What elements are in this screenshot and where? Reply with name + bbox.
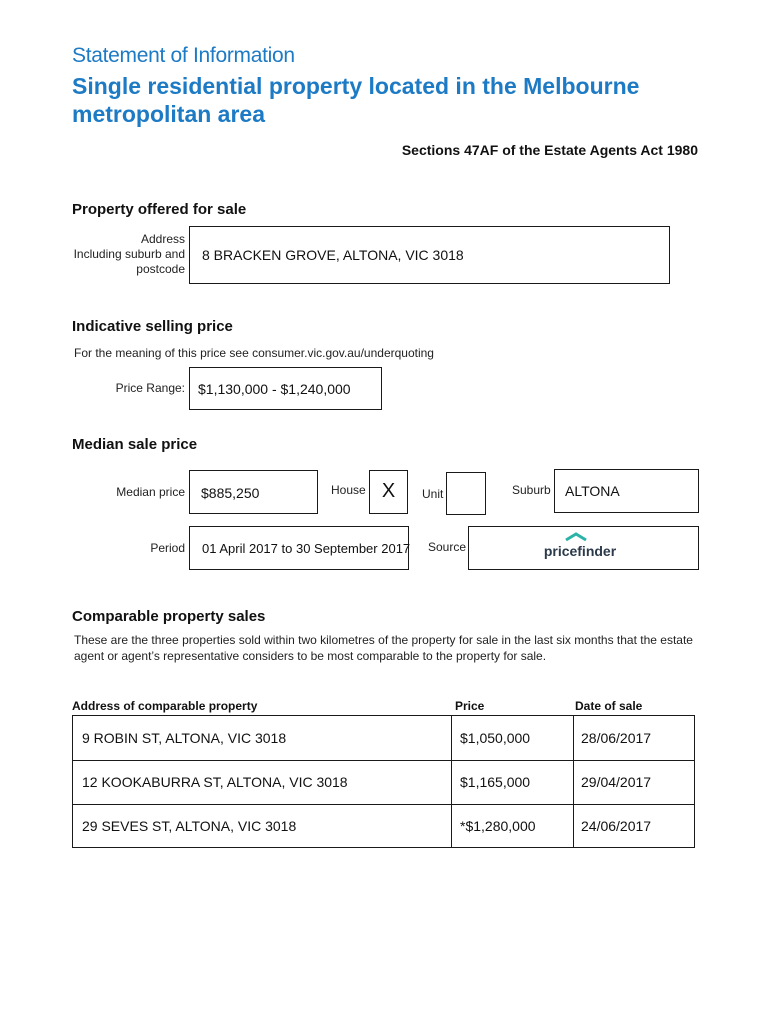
document-label: Statement of Information bbox=[72, 44, 295, 67]
comparables-table bbox=[72, 715, 695, 848]
column-header-address: Address of comparable property bbox=[72, 699, 258, 713]
address-label-line1: Address bbox=[140, 232, 185, 246]
address-label-line3: postcode bbox=[136, 262, 185, 276]
suburb-value: ALTONA bbox=[565, 483, 620, 499]
comparables-heading: Comparable property sales bbox=[72, 608, 266, 625]
row-price: *$1,280,000 bbox=[460, 818, 536, 834]
price-range-value: $1,130,000 - $1,240,000 bbox=[198, 381, 351, 397]
median-heading: Median sale price bbox=[72, 436, 198, 453]
source-label: Source bbox=[428, 540, 467, 554]
row-price: $1,050,000 bbox=[460, 730, 531, 746]
row-address: 9 ROBIN ST, ALTONA, VIC 3018 bbox=[82, 730, 287, 746]
house-check-mark: X bbox=[381, 480, 396, 502]
address-label-line2: Including suburb and bbox=[73, 247, 185, 261]
period-field[interactable] bbox=[189, 526, 409, 570]
row-date: 29/04/2017 bbox=[581, 774, 652, 790]
table-row bbox=[73, 760, 694, 804]
row-date: 24/06/2017 bbox=[581, 818, 652, 834]
suburb-field[interactable] bbox=[554, 469, 699, 513]
row-date: 28/06/2017 bbox=[581, 730, 652, 746]
table-row bbox=[73, 716, 694, 760]
underquoting-note: For the meaning of this price see consumer.vic.gov.au/underquoting bbox=[74, 346, 434, 360]
indicative-heading: Indicative selling price bbox=[72, 318, 233, 335]
address-label bbox=[60, 232, 185, 277]
document-title: Single residential property located in the Melbourne metropolitan area bbox=[72, 73, 640, 127]
unit-label: Unit bbox=[422, 487, 444, 501]
pricefinder-logo-text: pricefinder bbox=[543, 543, 617, 559]
house-checkbox[interactable] bbox=[369, 470, 408, 514]
house-label: House bbox=[331, 483, 366, 497]
median-price-field[interactable] bbox=[189, 470, 318, 514]
suburb-label: Suburb bbox=[512, 483, 551, 497]
column-header-price: Price bbox=[455, 699, 485, 713]
row-address: 29 SEVES ST, ALTONA, VIC 3018 bbox=[82, 818, 297, 834]
act-reference: Sections 47AF of the Estate Agents Act 1980 bbox=[401, 142, 698, 158]
median-price-value: $885,250 bbox=[201, 485, 260, 501]
pricefinder-logo bbox=[540, 530, 620, 564]
period-value: 01 April 2017 to 30 September 2017 bbox=[202, 541, 411, 556]
table-row bbox=[73, 804, 694, 848]
period-label: Period bbox=[150, 541, 185, 555]
comparables-description: These are the three properties sold within two kilometres of the property for sale in the last six months that the estate agent or agent’s representative considers to be most comparable to the property for sale. bbox=[74, 633, 693, 663]
unit-checkbox[interactable] bbox=[446, 472, 486, 515]
row-address: 12 KOOKABURRA ST, ALTONA, VIC 3018 bbox=[82, 774, 348, 790]
address-value: 8 BRACKEN GROVE, ALTONA, VIC 3018 bbox=[202, 247, 464, 263]
median-price-label: Median price bbox=[116, 485, 185, 499]
price-range-field[interactable] bbox=[189, 367, 382, 410]
column-header-date: Date of sale bbox=[575, 699, 643, 713]
pricefinder-roof-icon bbox=[566, 534, 586, 540]
price-range-label: Price Range: bbox=[115, 381, 185, 395]
property-heading: Property offered for sale bbox=[72, 201, 247, 218]
address-field[interactable] bbox=[189, 226, 670, 284]
row-price: $1,165,000 bbox=[460, 774, 531, 790]
